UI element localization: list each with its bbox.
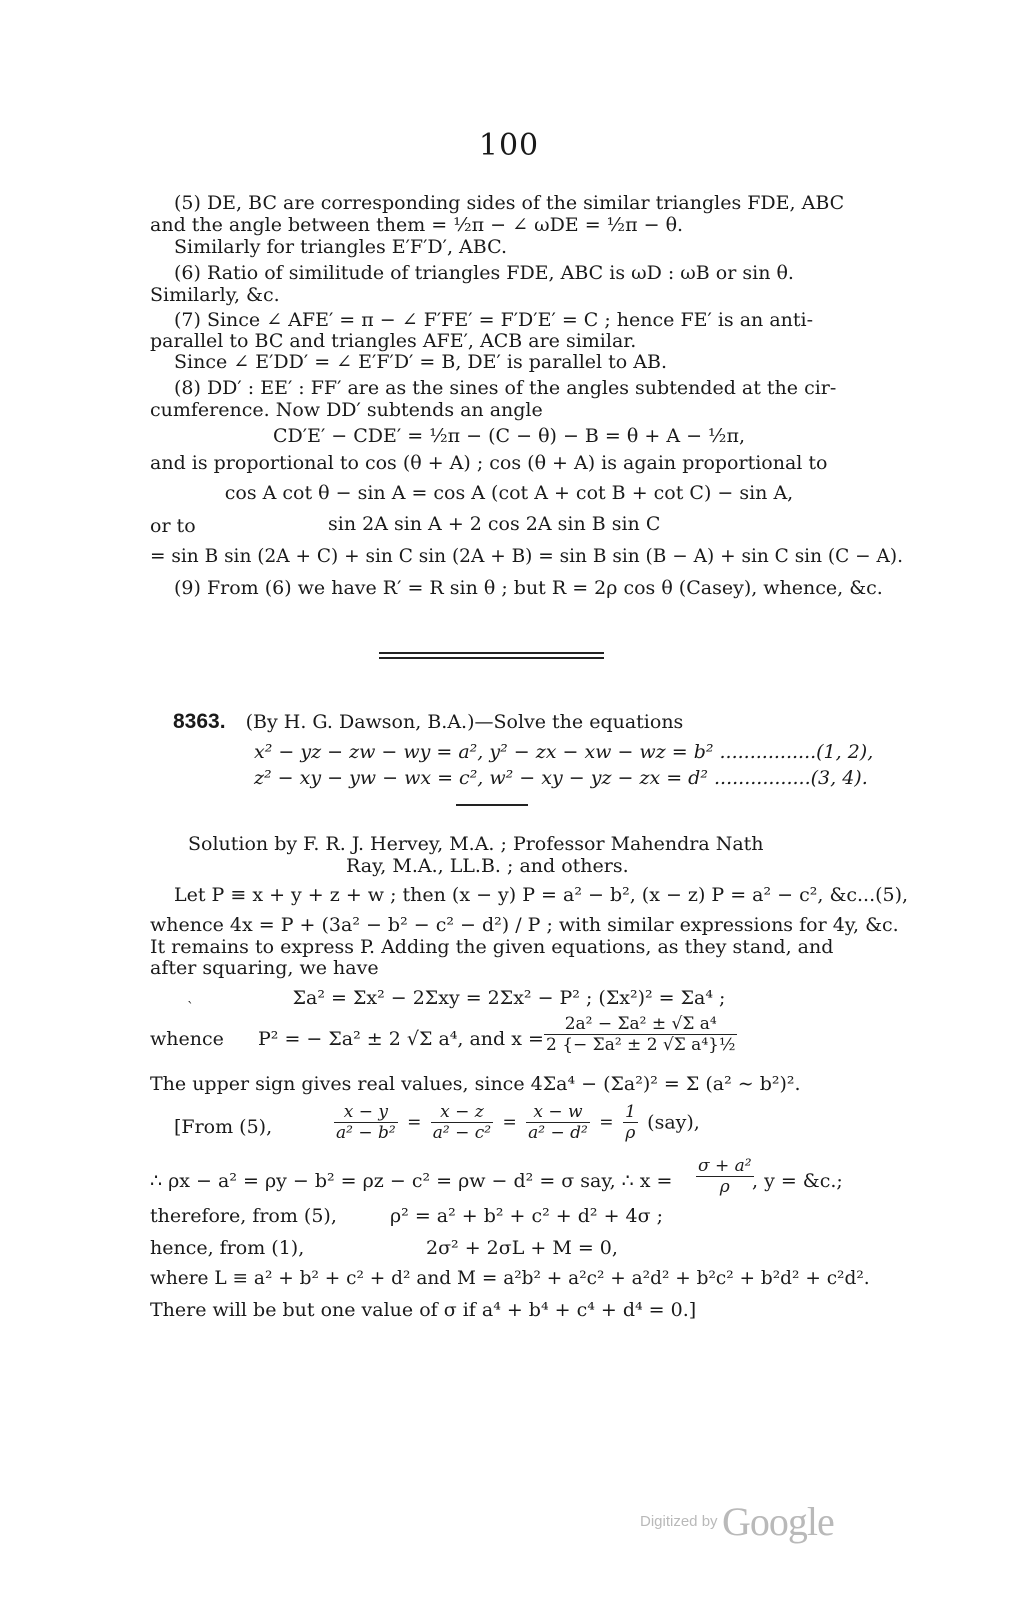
item8-equation1: CD′E′ − CDE′ = ½π − (C − θ) − B = θ + A − ½π, xyxy=(273,425,745,447)
solution-para-4: after squaring, we have xyxy=(150,957,379,979)
item6-line2: Similarly, &c. xyxy=(150,284,280,306)
question-equations-3-4: z² − xy − yw − wx = c², w² − xy − yz − zx = d² ................(3, 4). xyxy=(254,767,868,789)
item7-line1: (7) Since ∠ AFE′ = π − ∠ F′FE′ = F′D′E′ = C ; hence FE′ is an anti- xyxy=(174,309,814,331)
ratio4-den: ρ xyxy=(625,1123,636,1143)
item5-line2: and the angle between them = ½π − ∠ ωDE = ½π − θ. xyxy=(150,214,684,236)
solution-sigma-tail: , y = &c.; xyxy=(752,1170,843,1192)
solution-para-3: It remains to express P. Adding the given equations, as they stand, and xyxy=(150,936,834,958)
separator-rule-top xyxy=(379,652,604,654)
stray-mark: ˋ xyxy=(187,1000,194,1016)
solution-para-1: Let P ≡ x + y + z + w ; then (x − y) P = a² − b², (x − z) P = a² − c², &c...(5), xyxy=(174,884,909,906)
sigma-fraction-num: σ + a² xyxy=(698,1156,752,1176)
ratio2-den: a² − c² xyxy=(432,1123,492,1143)
fraction-x-denominator: 2 {− Σa² ± 2 √Σ a⁴}½ xyxy=(546,1035,736,1055)
ratio3-den: a² − d² xyxy=(528,1123,588,1143)
solution-fraction-x xyxy=(544,1014,737,1055)
solution-fraction-sigma xyxy=(696,1156,754,1197)
solution-from5-label: [From (5), xyxy=(174,1116,273,1138)
item7-line2: parallel to BC and triangles AFE′, ACB are similar. xyxy=(150,330,637,352)
solution-sigma-line: ∴ ρx − a² = ρy − b² = ρz − c² = ρw − d² = σ say, ∴ x = xyxy=(150,1170,673,1192)
solution-final-line: There will be but one value of σ if a⁴ + b⁴ + c⁴ + d⁴ = 0.] xyxy=(150,1299,697,1321)
solution-hence-label: hence, from (1), xyxy=(150,1237,305,1259)
solution-para-2: whence 4x = P + (3a² − b² − c² − d²) / P ; with similar expressions for 4y, &c. xyxy=(150,914,899,936)
solution-equation-sum: Σa² = Σx² − 2Σxy = 2Σx² − P² ; (Σx²)² = Σa⁴ ; xyxy=(292,987,726,1009)
solution-ratio-equation: $\frac{x - y}{\text{a² − b²}}$ = $\frac{x - z}{\text{a² − c²}}$ = $\frac{x - w}{\text{a² − d²}}$ = $\frac{1}{\rho}$ (say), xyxy=(336,1102,700,1143)
item8-line3: and is proportional to cos (θ + A) ; cos (θ + A) is again proportional to xyxy=(150,452,828,474)
solution-para-upper-sign: The upper sign gives real values, since 4Σa⁴ − (Σa²)² = Σ (a² ∼ b²)². xyxy=(150,1073,801,1095)
item8-or-to: or to xyxy=(150,515,196,537)
digitized-label: Digitized by xyxy=(640,1513,718,1530)
solution-rho-equation: ρ² = a² + b² + c² + d² + 4σ ; xyxy=(390,1205,664,1227)
short-rule xyxy=(456,804,528,806)
item8-equation2: cos A cot θ − sin A = cos A (cot A + cot B + cot C) − sin A, xyxy=(224,482,794,504)
item8-equation4: = sin B sin (2A + C) + sin C sin (2A + B) = sin B sin (B − A) + sin C sin (C − A). xyxy=(150,546,903,567)
ratio4-num: 1 xyxy=(624,1102,636,1122)
separator-rule-bottom xyxy=(379,657,604,659)
question-equations-1-2: x² − yz − zw − wy = a², y² − zx − xw − wz = b² ................(1, 2), xyxy=(254,741,874,763)
item9-line: (9) From (6) we have R′ = R sin θ ; but R = 2ρ cos θ (Casey), whence, &c. xyxy=(174,577,883,599)
item6-line1: (6) Ratio of similitude of triangles FDE, ABC is ωD : ωB or sin θ. xyxy=(174,262,794,284)
question-header xyxy=(173,711,863,733)
sigma-fraction-den: ρ xyxy=(719,1177,730,1197)
ratio-say: (say), xyxy=(647,1111,700,1134)
solution-equation-P: P² = − Σa² ± 2 √Σ a⁴, and x = xyxy=(258,1028,544,1050)
fraction-x-numerator: 2a² − Σa² ± √Σ a⁴ xyxy=(544,1014,737,1035)
question-number: 8363. xyxy=(173,710,226,733)
item7-line3: Since ∠ E′DD′ = ∠ E′F′D′ = B, DE′ is parallel to AB. xyxy=(174,351,667,373)
digitized-watermark xyxy=(640,1498,834,1545)
item8-equation3: sin 2A sin A + 2 cos 2A sin B sin C xyxy=(328,513,661,535)
solution-where-line: where L ≡ a² + b² + c² + d² and M = a²b² + a²c² + a²d² + b²c² + b²d² + c²d². xyxy=(150,1268,870,1289)
google-logo: Google xyxy=(722,1499,834,1544)
item5-line3: Similarly for triangles E′F′D′, ABC. xyxy=(174,236,507,258)
solution-therefore-label: therefore, from (5), xyxy=(150,1205,337,1227)
ratio2-num: x − z xyxy=(431,1102,493,1123)
solution-quadratic: 2σ² + 2σL + M = 0, xyxy=(426,1237,618,1259)
ratio3-num: x − w xyxy=(526,1102,590,1123)
page-number: 100 xyxy=(478,128,540,163)
question-intro: (By H. G. Dawson, B.A.)—Solve the equations xyxy=(245,711,684,733)
ratio1-den: a² − b² xyxy=(336,1123,396,1143)
item8-line2: cumference. Now DD′ subtends an angle xyxy=(150,399,543,421)
solution-byline-1: Solution by F. R. J. Hervey, M.A. ; Professor Mahendra Nath xyxy=(188,833,764,855)
item5-line1: (5) DE, BC are corresponding sides of the similar triangles FDE, ABC xyxy=(174,192,845,214)
ratio1-num: x − y xyxy=(334,1102,398,1123)
solution-byline-2: Ray, M.A., LL.B. ; and others. xyxy=(346,855,629,877)
item8-line1: (8) DD′ : EE′ : FF′ are as the sines of the angles subtended at the cir- xyxy=(174,377,837,399)
solution-whence-label: whence xyxy=(150,1028,224,1050)
